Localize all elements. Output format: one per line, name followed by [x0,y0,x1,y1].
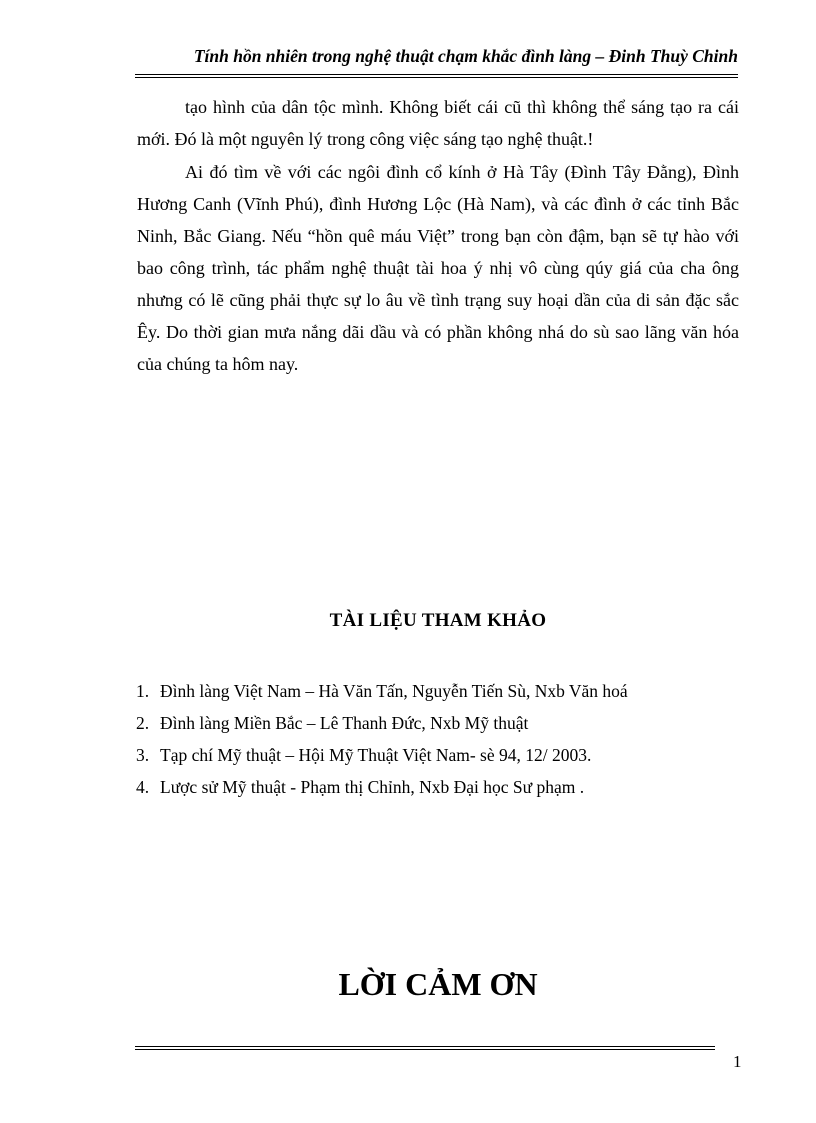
page-number: 1 [733,1052,742,1071]
reference-text: Tạp chí Mỹ thuật – Hội Mỹ Thuật Việt Nam- sè 94, 12/ 2003. [160,745,592,765]
body-paragraph-continued [137,91,739,155]
references-heading: TÀI LIỆU THAM KHẢO [329,610,547,631]
reference-item [136,678,736,710]
reference-text: Đình làng Việt Nam – Hà Văn Tấn, Nguyễn Tiến Sù, Nxb Văn hoá [160,681,628,701]
paragraph-text: Ai đó tìm về với các ngôi đình cổ kính ở Hà Tây (Đình Tây Đằng), Đình Hương Canh (Vĩnh Phú), đình Hương Lộc (Hà Nam), và các đình ở các tỉnh Bắc Ninh, Bắc Giang. Nếu “hồn quê máu Việt” trong bạn còn đậm, bạn sẽ tự hào với bao công trình, tác phẩm nghệ thuật tài hoa ý nhị vô cùng qúy giá của cha ông nhưng có lẽ cũng phải thực sự lo âu về tình trạng suy hoại dần của di sản đặc sắc Êy. Do thời gian mưa nắng dãi dầu và có phần không nhá do sù sao lãng văn hóa của chúng ta hôm nay. [137,162,739,374]
acknowledgements-heading: LỜI CẢM ƠN [338,966,538,1002]
reference-number: 2. [136,713,150,733]
reference-number: 3. [136,745,150,765]
reference-item [136,774,736,806]
reference-text: Lược sử Mỹ thuật - Phạm thị Chỉnh, Nxb Đại học Sư phạm . [160,777,585,797]
reference-number: 1. [136,681,150,701]
reference-text: Đình làng Miền Bắc – Lê Thanh Đức, Nxb Mỹ thuật [160,713,529,733]
running-header-title: Tính hồn nhiên trong nghệ thuật chạm khắc đình làng – Đinh Thuỳ Chinh [193,46,738,66]
header-double-rule [135,74,738,78]
paragraph-text: tạo hình của dân tộc mình. Không biết cái cũ thì không thể sáng tạo ra cái mới. Đó là một nguyên lý trong công việc sáng tạo nghệ thuật.! [137,97,739,149]
reference-item [136,710,736,742]
reference-item [136,742,736,774]
references-list [136,678,736,806]
body-paragraph [137,156,739,380]
footer-double-rule [135,1046,715,1050]
reference-number: 4. [136,777,150,797]
